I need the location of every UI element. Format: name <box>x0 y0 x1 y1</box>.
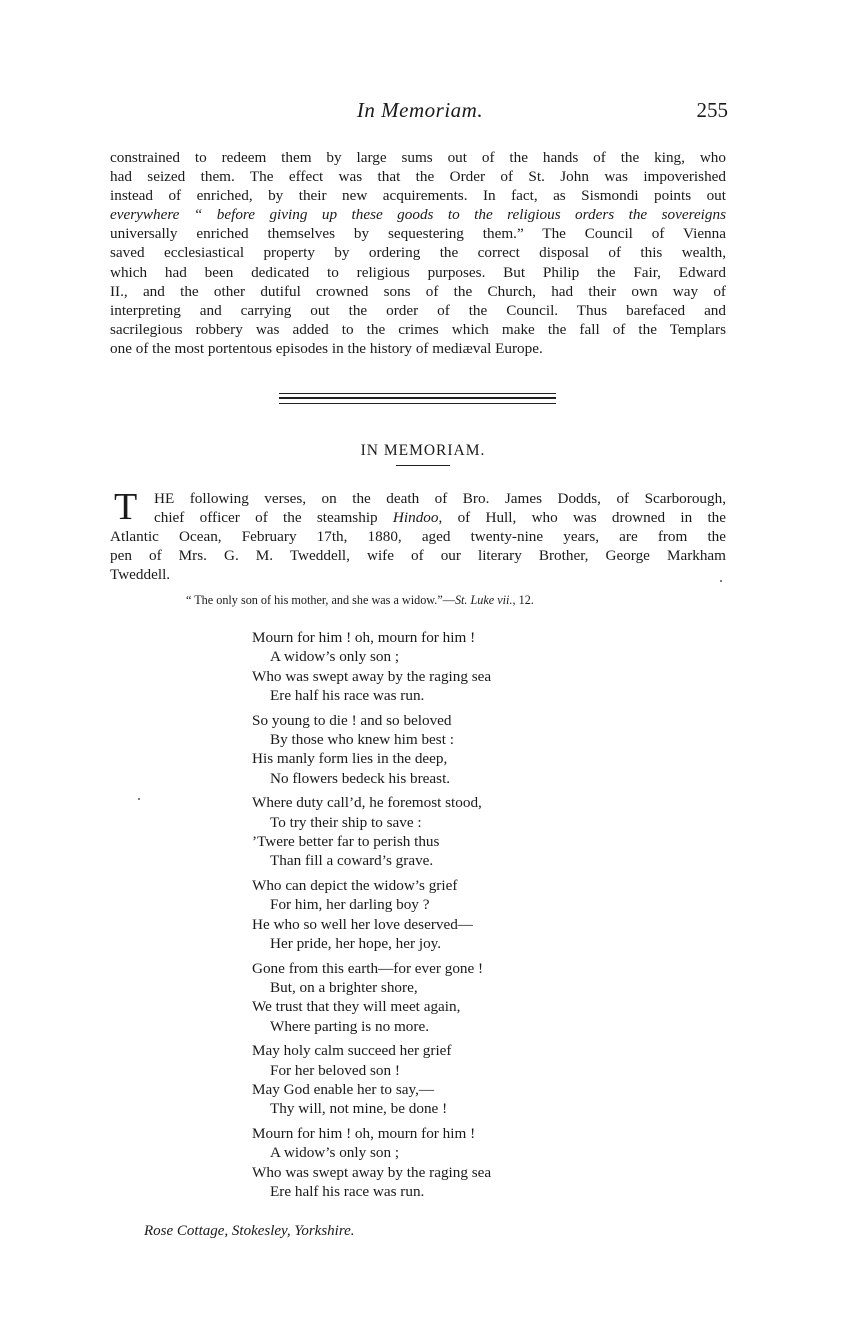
ship-name: Hindoo <box>392 509 439 527</box>
verse-line: Her pride, her hope, her joy. <box>270 935 442 953</box>
text-line: universally enriched themselves by sequestering them.” The Council of Vienna <box>110 225 726 243</box>
verse-line: May holy calm succeed her grief <box>252 1042 452 1060</box>
text-line: saved ecclesiastical property by ordering the correct disposal of this wealth, <box>110 244 726 262</box>
epigraph <box>186 593 666 608</box>
epigraph-verse: , 12. <box>512 593 534 607</box>
verse-line: Thy will, not mine, be done ! <box>270 1100 448 1118</box>
epigraph-source: St. Luke vii. <box>454 593 513 607</box>
print-speck <box>720 580 722 582</box>
verse-line: His manly form lies in the deep, <box>252 750 448 768</box>
stanza <box>252 959 612 1037</box>
text-line: Tweddell. <box>110 566 171 584</box>
signature-location: Rose Cottage, Stokesley, Yorkshire. <box>144 1223 355 1239</box>
text-line: everywhere “ before giving up these goods to the religious orders the sovereigns <box>110 206 726 224</box>
section-title: IN MEMORIAM. <box>360 442 486 459</box>
text-line: interpreting and carrying out the order of the Council. Thus barefaced and <box>110 301 726 319</box>
verse-line: ’Twere better far to perish thus <box>252 833 440 851</box>
page-number: 255 <box>696 98 728 122</box>
intro-line-text: chief officer of the steamship <box>154 509 393 527</box>
verse-line: But, on a brighter shore, <box>270 978 418 996</box>
verse-line: Where parting is no more. <box>270 1017 429 1035</box>
verse-line: No flowers bedeck his breast. <box>270 769 451 787</box>
text-line <box>110 489 726 508</box>
intro-line-text: , of Hull, who was drowned in the <box>438 509 727 527</box>
drop-cap: T <box>114 486 138 528</box>
running-head <box>110 98 730 128</box>
text-line: which had been dedicated to religious purposes. But Philip the Fair, Edward <box>110 263 726 281</box>
text-line: pen of Mrs. G. M. Tweddell, wife of our literary Brother, George Markham <box>110 547 726 565</box>
text-line: Atlantic Ocean, February 17th, 1880, aged twenty-nine years, are from the <box>110 528 726 546</box>
verse-line: To try their ship to save : <box>270 813 422 831</box>
verse-line: A widow’s only son ; <box>270 1144 400 1162</box>
stanza <box>252 711 612 789</box>
verse-line: By those who knew him best : <box>270 731 454 749</box>
verse-line: Mourn for him ! oh, mourn for him ! <box>252 629 476 646</box>
stanza <box>252 876 612 954</box>
verse-line: May God enable her to say,— <box>252 1080 435 1098</box>
epigraph-quote: “ The only son of his mother, and she was a widow.”— <box>186 593 455 607</box>
verse-line: Mourn for him ! oh, mourn for him ! <box>252 1124 476 1142</box>
verse-line: We trust that they will meet again, <box>252 998 461 1016</box>
title-underline <box>396 465 450 466</box>
verse-line: Who can depict the widow’s grief <box>252 876 458 894</box>
section-divider <box>279 393 556 405</box>
verse-line: Who was swept away by the raging sea <box>252 667 492 685</box>
text-line: one of the most portentous episodes in the history of mediæval Europe. <box>110 339 543 357</box>
running-title: In Memoriam. <box>356 98 484 122</box>
verse-line: A widow’s only son ; <box>270 648 400 666</box>
text-line <box>110 508 726 527</box>
verse-line: So young to die ! and so beloved <box>252 711 452 729</box>
stanza <box>252 628 612 706</box>
verse-line: Gone from this earth—for ever gone ! <box>252 959 484 977</box>
verse-line: Ere half his race was run. <box>270 1182 425 1200</box>
verse-line: Who was swept away by the raging sea <box>252 1163 492 1181</box>
verse-line: Than fill a coward’s grave. <box>270 852 434 870</box>
print-speck <box>138 798 140 800</box>
stanza <box>252 1124 612 1202</box>
text-line: sacrilegious robbery was added to the crimes which make the fall of the Templars <box>110 320 726 338</box>
stanza <box>252 1041 612 1119</box>
intro-paragraph <box>110 486 727 584</box>
text-line: instead of enriched, by their new acquirements. In fact, as Sismondi points out <box>110 187 726 205</box>
text-line: II., and the other dutiful crowned sons of the Church, had their own way of <box>110 282 726 300</box>
stanza <box>252 793 612 871</box>
poem <box>252 628 612 1206</box>
intro-line-text: HE following verses, on the death of Bro. James Dodds, of Scarborough, <box>154 490 726 507</box>
verse-line: For her beloved son ! <box>270 1061 400 1079</box>
verse-line: Where duty call’d, he foremost stood, <box>252 794 482 812</box>
previous-article-paragraph <box>110 148 726 358</box>
verse-line: He who so well her love deserved— <box>252 915 473 933</box>
verse-line: Ere half his race was run. <box>270 687 425 705</box>
verse-line: For him, her darling boy ? <box>270 896 430 914</box>
text-line: constrained to redeem them by large sums out of the hands of the king, who <box>110 149 726 166</box>
text-line: had seized them. The effect was that the Order of St. John was impoverished <box>110 168 726 186</box>
